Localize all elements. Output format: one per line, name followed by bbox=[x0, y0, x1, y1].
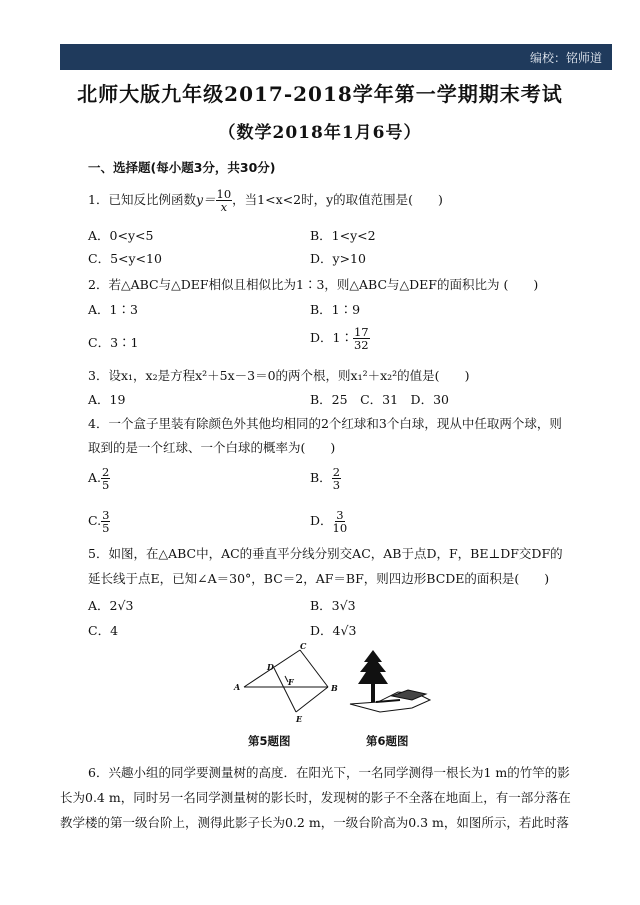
page-subtitle: （数学2018年1月6号） bbox=[218, 123, 422, 143]
q4-c-den: 5 bbox=[102, 521, 110, 535]
q3-option-a: A．19 bbox=[88, 392, 126, 407]
q2-d-den: 32 bbox=[353, 338, 369, 352]
fig5-line-be bbox=[296, 687, 328, 712]
question-6-line-3: 教学楼的第一级台阶上，测得此影子长为0.2 m，一级台阶高为0.3 m，如图所示，若此时落 bbox=[60, 815, 569, 830]
q1-post: ，当1<x<2时，y的取值范围是( ) bbox=[232, 192, 443, 207]
q4-c-fraction bbox=[101, 509, 110, 534]
q4-a-label: A. bbox=[88, 470, 102, 485]
q1-fraction bbox=[216, 188, 233, 213]
editor-label: 编校：铭师道 bbox=[529, 51, 602, 65]
question-3-stem: 3．设x₁，x₂是方程x²＋5x－3＝0的两个根，则x₁²＋x₂²的值是( ) bbox=[88, 368, 470, 383]
question-5-line-1: 5．如图，在△ABC中，AC的垂直平分线分别交AC，AB于点D，F，BE⊥DF交DF的 bbox=[88, 546, 563, 561]
fig6-tree-trunk bbox=[371, 682, 375, 702]
q4-b-num: 2 bbox=[332, 465, 341, 479]
q2-option-b: B．1∶9 bbox=[310, 302, 361, 317]
fig5-label-b: B bbox=[331, 683, 338, 693]
q1-pre: 1．已知反比例函数 bbox=[88, 192, 196, 207]
q4-option-d bbox=[310, 509, 347, 534]
q4-option-b bbox=[310, 466, 341, 491]
question-6-line-1: 6．兴趣小组的同学要测量树的高度．在阳光下，一名同学测得一根长为1 m的竹竿的影 bbox=[88, 765, 570, 780]
q5-option-c: C．4 bbox=[88, 623, 119, 638]
q4-a-fraction bbox=[101, 466, 110, 491]
question-1-stem bbox=[88, 186, 443, 214]
fig5-line-de bbox=[274, 668, 296, 712]
q1-option-b: B．1<y<2 bbox=[310, 228, 376, 243]
q1-y-eq: y＝ bbox=[195, 192, 216, 207]
page-title: 北师大版九年级2017-2018学年第一学期期末考试 bbox=[77, 82, 563, 106]
fig5-label-c: C bbox=[300, 642, 307, 651]
q4-b-fraction bbox=[332, 466, 341, 491]
header-band bbox=[60, 44, 612, 70]
figure-5-caption: 第5题图 bbox=[248, 734, 291, 748]
q4-a-den: 5 bbox=[102, 478, 110, 492]
q4-option-c bbox=[88, 509, 110, 534]
q4-d-fraction bbox=[333, 509, 348, 534]
fig5-label-d: D bbox=[267, 662, 274, 672]
q1-fraction-den: x bbox=[220, 200, 228, 214]
q4-a-num: 2 bbox=[102, 465, 110, 479]
q5-option-d: D．4√3 bbox=[310, 623, 357, 638]
q5-option-b: B．3√3 bbox=[310, 598, 356, 613]
q2-option-a: A．1∶3 bbox=[88, 302, 138, 317]
q4-d-den: 10 bbox=[332, 521, 348, 535]
q2-d-fraction bbox=[353, 326, 370, 351]
q4-option-a bbox=[88, 466, 110, 491]
q2-d-pre: D．1∶ bbox=[310, 330, 353, 345]
figure-5-diagram bbox=[244, 650, 328, 712]
q4-c-num: 3 bbox=[102, 508, 110, 522]
q1-option-a: A．0<y<5 bbox=[88, 228, 154, 243]
figure-6-caption: 第6题图 bbox=[366, 734, 409, 748]
fig5-label-e: E bbox=[296, 714, 303, 724]
q1-option-c: C．5<y<10 bbox=[88, 251, 162, 266]
question-6-line-2: 长为0.4 m，同时另一名同学测量树的影长时，发现树的影子不全落在地面上，有一部分落在 bbox=[60, 790, 571, 805]
q2-option-d bbox=[310, 326, 370, 351]
fig6-tree-crown bbox=[358, 650, 388, 684]
fig5-label-f: F bbox=[288, 677, 294, 687]
section-heading: 一、选择题(每小题3分，共30分) bbox=[88, 160, 276, 175]
question-4-line-2: 取到的是一个红球、一个白球的概率为( ) bbox=[88, 440, 336, 455]
q5-option-a: A．2√3 bbox=[88, 598, 134, 613]
q2-d-num: 17 bbox=[353, 325, 369, 339]
question-5-line-2: 延长线于点E，已知∠A＝30°，BC＝2，AF＝BF，则四边形BCDE的面积是( ) bbox=[88, 571, 550, 586]
q3-options-bcd: B．25 C．31 D．30 bbox=[310, 392, 449, 407]
q4-c-label: C. bbox=[88, 513, 102, 528]
fig5-label-a: A bbox=[234, 682, 241, 692]
question-2-stem: 2．若△ABC与△DEF相似且相似比为1∶3，则△ABC与△DEF的面积比为 ( ) bbox=[88, 277, 539, 292]
q4-b-den: 3 bbox=[332, 478, 341, 492]
figures-svg bbox=[230, 642, 450, 732]
question-4-line-1: 4．一个盒子里装有除颜色外其他均相同的2个红球和3个白球，现从中任取两个球，则 bbox=[88, 416, 562, 431]
q2-option-c: C．3∶1 bbox=[88, 335, 139, 350]
q4-d-label: D． bbox=[310, 513, 333, 528]
q4-b-label: B． bbox=[310, 470, 332, 485]
q4-d-num: 3 bbox=[336, 508, 344, 522]
q1-option-d: D．y>10 bbox=[310, 251, 366, 266]
q1-fraction-num: 10 bbox=[216, 187, 232, 201]
figure-6-diagram bbox=[350, 650, 430, 712]
fig5-line-cb bbox=[300, 650, 328, 687]
